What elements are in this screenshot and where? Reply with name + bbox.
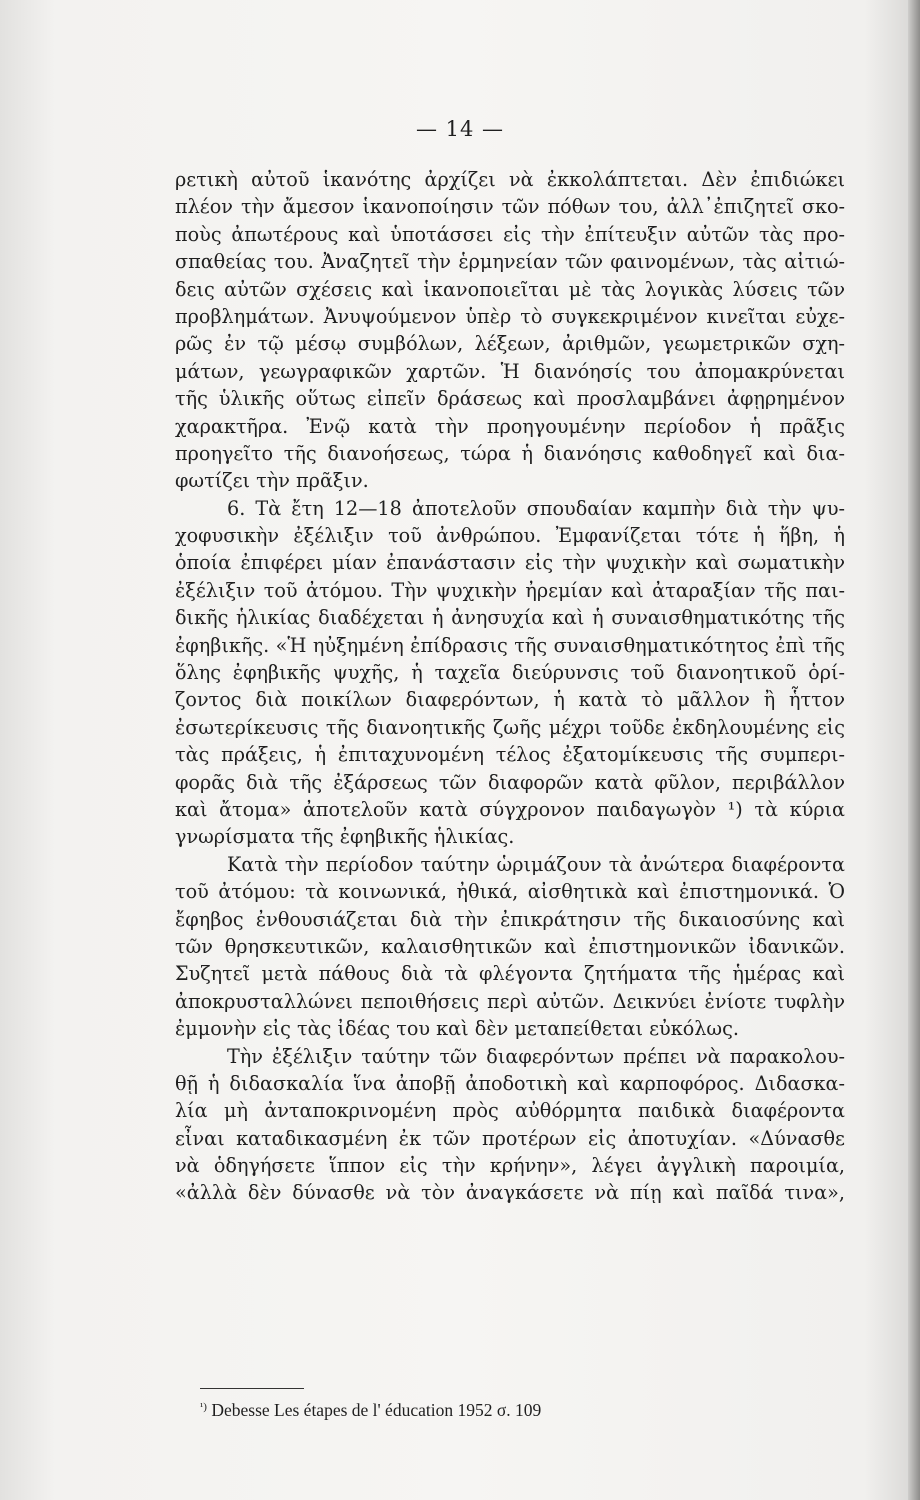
text-line: ὁποία ἐπιφέρει μίαν ἐπανάστασιν εἰς τὴν ψυχικὴν καὶ σωματικὴν xyxy=(175,551,845,575)
text-line: σπαθείας του. Ἀναζητεῖ τὴν ἑρμηνείαν τῶν φαινομένων, τὰς αἰτιώ- xyxy=(175,250,845,274)
text-line: ἀποκρυσταλλώνει πεποιθήσεις περὶ αὐτῶν. Δεικνύει ἐνίοτε τυφλὴν xyxy=(175,989,845,1013)
text-line: προηγεῖτο τῆς διανοήσεως, τώρα ἡ διανόησις καθοδηγεῖ καὶ δια- xyxy=(175,441,845,465)
text-line: χαρακτῆρα. Ἐνῷ κατὰ τὴν προηγουμένην περίοδον ἡ πρᾶξις xyxy=(175,414,845,438)
text-line: ἐφηβικῆς. «Ἡ ηὐξημένη ἐπίδρασις τῆς συναισθηματικότητος ἐπὶ τῆς xyxy=(175,633,845,657)
text-line: ἐμμονὴν εἰς τὰς ἰδέας του καὶ δὲν μεταπείθεται εὐκόλως. xyxy=(175,1017,739,1041)
footnote-marker: ¹) xyxy=(200,1401,207,1413)
text-line: δεις αὐτῶν σχέσεις καὶ ἱκανοποιεῖται μὲ τὰς λογικὰς λύσεις τῶν xyxy=(175,277,845,301)
text-line: ἔφηβος ἐνθουσιάζεται διὰ τὴν ἐπικράτησιν τῆς δικαιοσύνης καὶ xyxy=(175,907,845,931)
text-line: «ἀλλὰ δὲν δύνασθε νὰ τὸν ἀναγκάσετε νὰ πίῃ καὶ παῖδά τινα», xyxy=(175,1181,845,1205)
text-line: ποὺς ἀπωτέρους καὶ ὑποτάσσει εἰς τὴν ἐπίτευξιν αὐτῶν τὰς προ- xyxy=(175,222,845,246)
page-number: — 14 — xyxy=(415,117,505,141)
text-line: Κατὰ τὴν περίοδον ταύτην ὡριμάζουν τὰ ἀνώτερα διαφέροντα xyxy=(227,852,845,876)
text-line: πλέον τὴν ἄμεσον ἱκανοποίησιν τῶν πόθων του, ἀλλ᾽ἐπιζητεῖ σκο- xyxy=(175,195,845,219)
text-line: ὅλης ἐφηβικῆς ψυχῆς, ἡ ταχεῖα διεύρυνσις τοῦ διανοητικοῦ ὁρί- xyxy=(175,661,845,685)
text-line: λία μὴ ἀνταποκρινομένη πρὸς αὐθόρμητα παιδικὰ διαφέροντα xyxy=(175,1099,845,1123)
footnote-divider xyxy=(200,1388,304,1389)
text-line: τῶν θρησκευτικῶν, καλαισθητικῶν καὶ ἐπιστημονικῶν ἰδανικῶν. xyxy=(175,934,845,958)
text-line: γνωρίσματα τῆς ἐφηβικῆς ἡλικίας. xyxy=(175,825,515,849)
text-line: νὰ ὁδηγήσετε ἵππον εἰς τὴν κρήνην», λέγει ἀγγλικὴ παροιμία, xyxy=(175,1154,845,1178)
text-line: φωτίζει τὴν πρᾶξιν. xyxy=(175,469,369,493)
text-line: ζοντος διὰ ποικίλων διαφερόντων, ἡ κατὰ τὸ μᾶλλον ἢ ἧττον xyxy=(175,688,845,712)
text-line: 6. Τὰ ἔτη 12—18 ἀποτελοῦν σπουδαίαν καμπὴν διὰ τὴν ψυ- xyxy=(227,496,845,520)
text-line: Τὴν ἐξέλιξιν ταύτην τῶν διαφερόντων πρέπει νὰ παρακολου- xyxy=(227,1044,845,1068)
footnote xyxy=(200,1396,541,1421)
text-line: τῆς ὑλικῆς οὕτως εἰπεῖν δράσεως καὶ προσλαμβάνει ἀφῃρημένον xyxy=(175,387,845,411)
text-line: ἐσωτερίκευσις τῆς διανοητικῆς ζωῆς μέχρι τοῦδε ἐκδηλουμένης εἰς xyxy=(175,715,845,739)
text-line: τὰς πράξεις, ἡ ἐπιταχυνομένη τέλος ἐξατομίκευσις τῆς συμπερι- xyxy=(175,743,845,767)
body-text xyxy=(175,166,845,1207)
text-line: μάτων, γεωγραφικῶν χαρτῶν. Ἡ διανόησίς του ἀπομακρύνεται xyxy=(175,359,845,383)
text-line: θῇ ἡ διδασκαλία ἵνα ἀποβῇ ἀποδοτικὴ καὶ καρποφόρος. Διδασκα- xyxy=(175,1071,845,1095)
text-line: χοφυσικὴν ἐξέλιξιν τοῦ ἀνθρώπου. Ἐμφανίζεται τότε ἡ ἥβη, ἡ xyxy=(175,524,845,548)
text-line: ἐξέλιξιν τοῦ ἀτόμου. Τὴν ψυχικὴν ἠρεμίαν καὶ ἀταραξίαν τῆς παι- xyxy=(175,578,845,602)
footnote-text: Debesse Les étapes de l' éducation 1952 σ. 109 xyxy=(211,1400,542,1420)
text-line: δικῆς ἡλικίας διαδέχεται ἡ ἀνησυχία καὶ ἡ συναισθηματικότης τῆς xyxy=(175,606,845,630)
text-line: προβλημάτων. Ἀνυψούμενον ὑπὲρ τὸ συγκεκριμένον κινεῖται εὐχε- xyxy=(175,304,845,328)
text-line: καὶ ἄτομα» ἀποτελοῦν κατὰ σύγχρονον παιδαγωγὸν ¹) τὰ κύρια xyxy=(175,797,845,821)
text-line: ρῶς ἐν τῷ μέσῳ συμβόλων, λέξεων, ἀριθμῶν, γεωμετρικῶν σχη- xyxy=(175,332,845,356)
text-line: εἶναι καταδικασμένη ἐκ τῶν προτέρων εἰς ἀποτυχίαν. «Δύνασθε xyxy=(175,1126,845,1150)
text-line: φορᾶς διὰ τῆς ἐξάρσεως τῶν διαφορῶν κατὰ φῦλον, περιβάλλον xyxy=(175,770,845,794)
text-line: ρετικὴ αὐτοῦ ἱκανότης ἀρχίζει νὰ ἐκκολάπτεται. Δὲν ἐπιδιώκει xyxy=(175,168,845,191)
book-spine-shadow xyxy=(908,0,920,1500)
text-line: Συζητεῖ μετὰ πάθους διὰ τὰ φλέγοντα ζητήματα τῆς ἡμέρας καὶ xyxy=(175,962,845,986)
text-line: τοῦ ἀτόμου: τὰ κοινωνικά, ἠθικά, αἰσθητικὰ καὶ ἐπιστημονικά. Ὁ xyxy=(175,880,845,904)
